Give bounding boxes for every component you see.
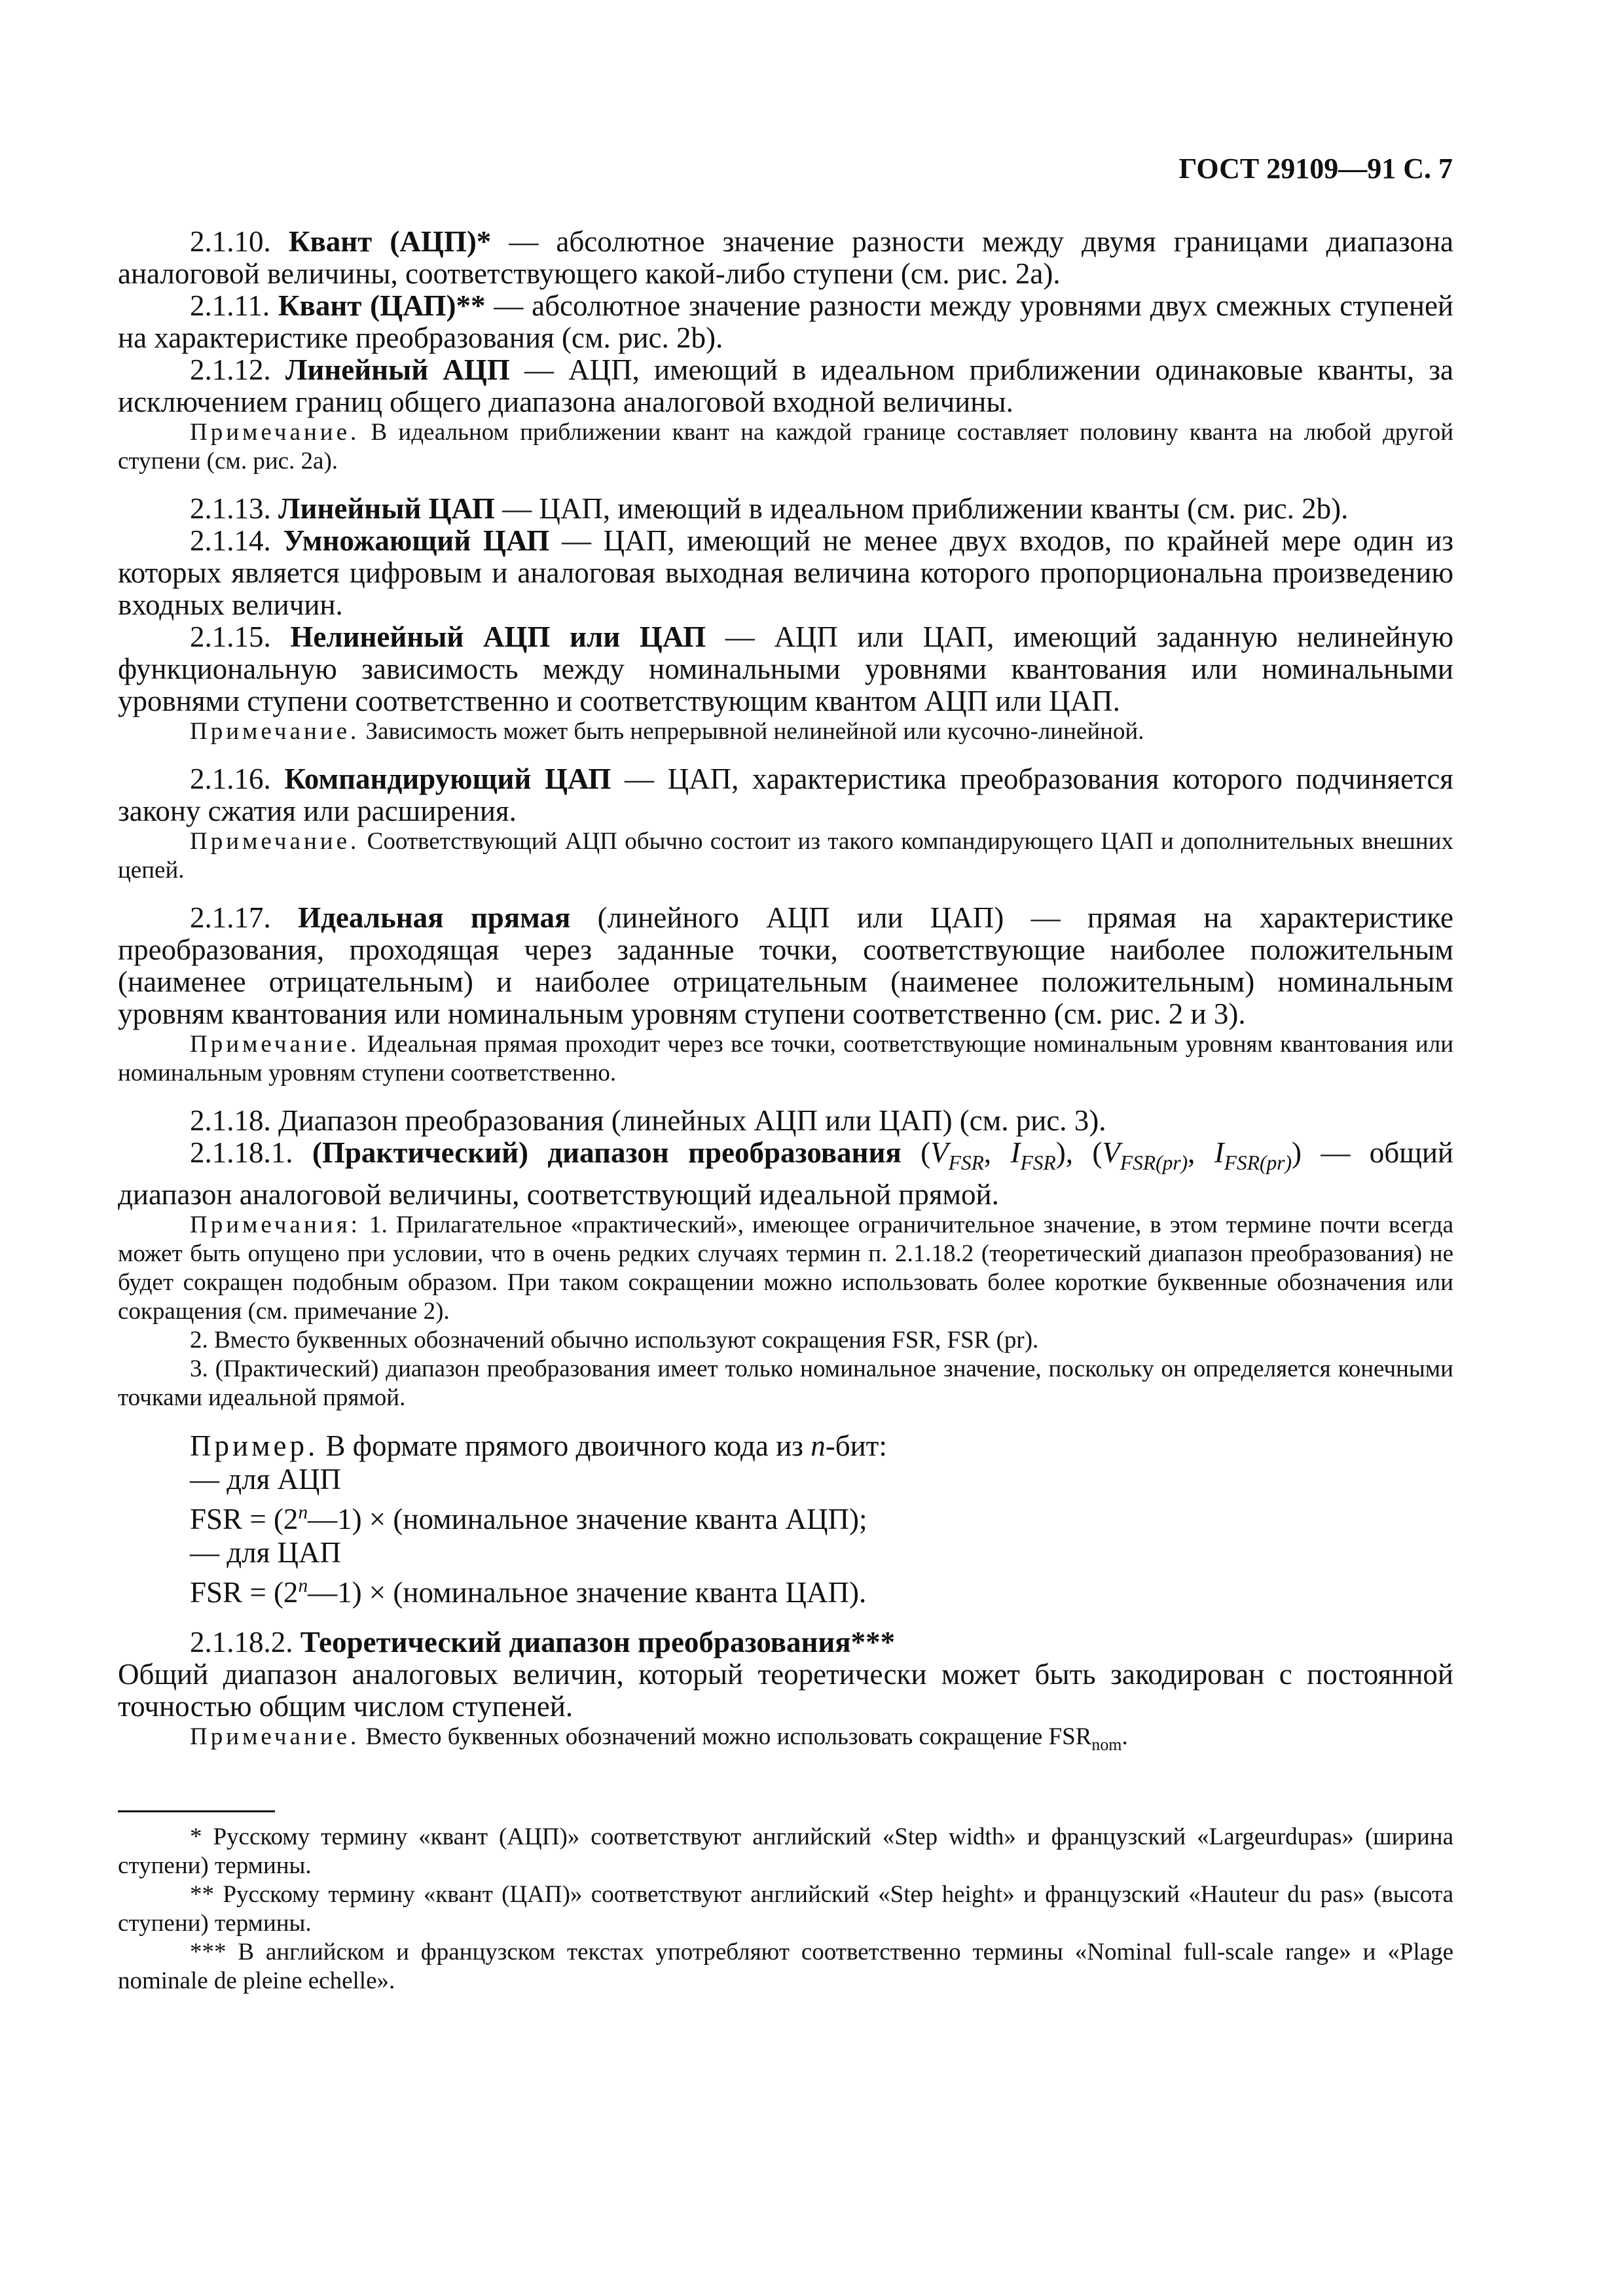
clause-number: 2.1.12. (190, 353, 271, 386)
clause-2-1-18-1: 2.1.18.1. (Практический) диапазон преобразования ($V_{FSR}$, $I_{FSR}$), ($V_{FSR(pr)}$, $I_{FSR(pr)}$) — общий диапазон аналоговой величины, соответствующий идеальной прямой. (118, 1136, 1454, 1211)
term: Теоретический диапазон преобразования*** (300, 1626, 896, 1659)
definition: — АЦП, имеющий в идеальном приближении одинаковые кванты, за исключением границ общего диапазона аналоговой входной величины. (118, 353, 1453, 418)
definition: — ЦАП, имеющий не менее двух входов, по крайней мере один из которых является цифровым и аналоговая выходная величина которого пропорциональна произведению входных величин. (118, 524, 1453, 621)
clause-number: 2.1.13. (190, 492, 271, 525)
term: Компандирующий ЦАП (284, 762, 611, 795)
example-adc-formula (118, 1496, 1453, 1536)
example-dac-formula (118, 1570, 1453, 1609)
formula-text: FSR = (2 (190, 1576, 299, 1609)
symbol-n: n (811, 1429, 826, 1463)
definition: — ЦАП, характеристика преобразования которого подчиняется закону сжатия или расширения. (118, 762, 1453, 827)
formula-exponent: n (298, 1575, 308, 1597)
symbol-subscript: FSR(pr) (1224, 1151, 1292, 1175)
footnote-1: * Русскому термину «квант (АЦП)» соответствуют английский «Step width» и французский «Largeurdupas» (ширина ступени) термины. (118, 1823, 1453, 1880)
clause-2-1-16 (118, 763, 1453, 827)
clause-2-1-15 (118, 621, 1453, 717)
note-item-2: 2. Вместо буквенных обозначений обычно используют сокращения FSR, FSR (pr). (190, 1327, 1039, 1354)
term: Линейный ЦАП (278, 492, 495, 525)
symbol-i: I (1214, 1136, 1224, 1169)
clause-number: 2.1.14. (190, 524, 271, 557)
note-text: Идеальная прямая проходит через все точки, соответствующие номинальным уровням квантования или номинальным уровням ступени соответственно. (118, 1031, 1453, 1086)
example-dac-label: — для ЦАП (190, 1536, 342, 1570)
page-header: ГОСТ 29109—91 С. 7 (1178, 152, 1453, 185)
term: Линейный АЦП (285, 353, 510, 386)
note-text: Соответствующий АЦП обычно состоит из такого компандирующего ЦАП и дополнительных внешних цепей. (118, 828, 1453, 884)
example-block (118, 1429, 1453, 1609)
document-body (118, 226, 1453, 1996)
formula-text: —1) × (номинальное значение кванта АЦП); (308, 1503, 867, 1536)
note-text: 1. Прилагательное «практический», имеющее ограничительное значение, в этом термине почти всегда может быть опущено при условии, что в очень редких случаях термин п. 2.1.18.2 (теоретический диапазон преобразования) не будет сокращен подобным образом. При таком сокращении можно использовать более короткие буквенные обозначения или сокращения (см. примечание 2). (118, 1211, 1453, 1325)
note-2-1-16 (118, 827, 1453, 885)
clause-2-1-18-2 (118, 1626, 1453, 1659)
symbol-v: V (930, 1136, 949, 1169)
definition: (линейного АЦП или ЦАП) — прямая на характеристике преобразования, проходящая через заданные точки, соответствующие наиболее положительным (наименее отрицательным) и наиболее отрицательным (наименее положительным) номинальным уровням квантования или номинальным уровням ступени соответственно (см. рис. 2 и 3). (118, 901, 1454, 1030)
clause-2-1-17 (118, 902, 1453, 1030)
note-label: Примечание. (190, 718, 360, 745)
note-label: Примечания: (190, 1211, 361, 1239)
formula-exponent: n (298, 1502, 308, 1524)
term: Нелинейный АЦП или ЦАП (290, 620, 706, 653)
note-text: Вместо буквенных обозначений можно использовать сокращение FSR (359, 1723, 1092, 1751)
definition: — АЦП или ЦАП, имеющий заданную нелинейную функциональную зависимость между номинальными уровнями квантования или номинальными уровнями ступени соответственно и соответствующим квантом АЦП или ЦАП. (118, 620, 1453, 717)
note-label: Примечание. (190, 419, 360, 446)
footnote-divider (118, 1810, 275, 1812)
note-subscript: nom (1091, 1735, 1122, 1755)
notes-2-1-18-1 (118, 1211, 1453, 1326)
symbol-subscript: FSR(pr) (1120, 1151, 1188, 1175)
note-label: Примечание. (190, 1031, 360, 1058)
clause-number: 2.1.18.1. (190, 1136, 293, 1169)
note-2-1-15 (118, 717, 1453, 746)
note-text: В идеальном приближении квант на каждой границе составляет половину кванта на любой другой ступени (см. рис. 2a). (118, 419, 1453, 475)
note-label: Примечание. (190, 1723, 360, 1751)
term: Квант (ЦАП)** (278, 289, 486, 322)
clause-2-1-18-2-text: Общий диапазон аналоговых величин, который теоретически может быть закодирован с постоянной точностью общим числом ступеней. (118, 1658, 1453, 1723)
definition: — общий диапазон аналоговой величины, соответствующий идеальной прямой. (118, 1136, 1454, 1211)
clause-number: 2.1.15. (190, 620, 271, 653)
clause-number: 2.1.10. (190, 225, 271, 258)
example-text: -бит: (825, 1429, 887, 1463)
note-text: Зависимость может быть непрерывной нелинейной или кусочно-линейной. (359, 718, 1144, 745)
note-text: . (1122, 1723, 1128, 1751)
definition: — абсолютное значение разности между двумя границами диапазона аналоговой величины, соответствующего какой-либо ступени (см. рис. 2a). (118, 225, 1454, 290)
example-intro (118, 1429, 1453, 1463)
definition: — абсолютное значение разности между уровнями двух смежных ступеней на характеристике преобразования (см. рис. 2b). (118, 289, 1453, 354)
term: Идеальная прямая (298, 901, 571, 934)
symbol-subscript: FSR (948, 1151, 984, 1175)
clause-number: 2.1.17. (190, 901, 271, 934)
example-adc-label: — для АЦП (190, 1463, 342, 1496)
note-2-1-12 (118, 418, 1453, 476)
footnote-3: *** В английском и французском текстах употребляют соответственно термины «Nominal full-scale range» и «Plage nominale de pleine echelle». (118, 1939, 1453, 1995)
term: Умножающий ЦАП (283, 524, 550, 557)
clause-2-1-12 (118, 354, 1453, 418)
symbol-i: I (1010, 1136, 1021, 1169)
note-label: Примечание. (190, 828, 360, 855)
clause-number: 2.1.18.2. (190, 1626, 293, 1659)
clause-number: 2.1.11. (190, 289, 270, 322)
example-label: Пример. (190, 1429, 319, 1463)
formula-text: —1) × (номинальное значение кванта ЦАП). (308, 1576, 867, 1609)
footnotes (118, 1823, 1453, 1996)
symbol-v: V (1102, 1136, 1120, 1169)
term: (Практический) диапазон преобразования (312, 1136, 902, 1169)
clause-2-1-18: 2.1.18. Диапазон преобразования (линейных АЦП или ЦАП) (см. рис. 3). (190, 1104, 1106, 1137)
formula-text: FSR = (2 (190, 1503, 299, 1536)
example-text: В формате прямого двоичного кода из (318, 1429, 811, 1463)
clause-2-1-14 (118, 525, 1453, 621)
note-2-1-18-2 (118, 1723, 1453, 1759)
clause-2-1-11 (118, 290, 1453, 354)
term: Квант (АЦП)* (288, 225, 492, 258)
clause-2-1-10 (118, 226, 1453, 290)
clause-2-1-13 (118, 493, 1453, 525)
footnote-2: ** Русскому термину «квант (ЦАП)» соответствуют английский «Step height» и французский «Hauteur du pas» (высота ступени) термины. (118, 1881, 1453, 1937)
note-item-3: 3. (Практический) диапазон преобразования имеет только номинальное значение, поскольку он определяется конечными точками идеальной прямой. (118, 1355, 1453, 1412)
symbol-subscript: FSR (1020, 1151, 1056, 1175)
note-2-1-17 (118, 1030, 1453, 1088)
definition: — ЦАП, имеющий в идеальном приближении кванты (см. рис. 2b). (494, 492, 1349, 525)
clause-number: 2.1.16. (190, 762, 271, 795)
